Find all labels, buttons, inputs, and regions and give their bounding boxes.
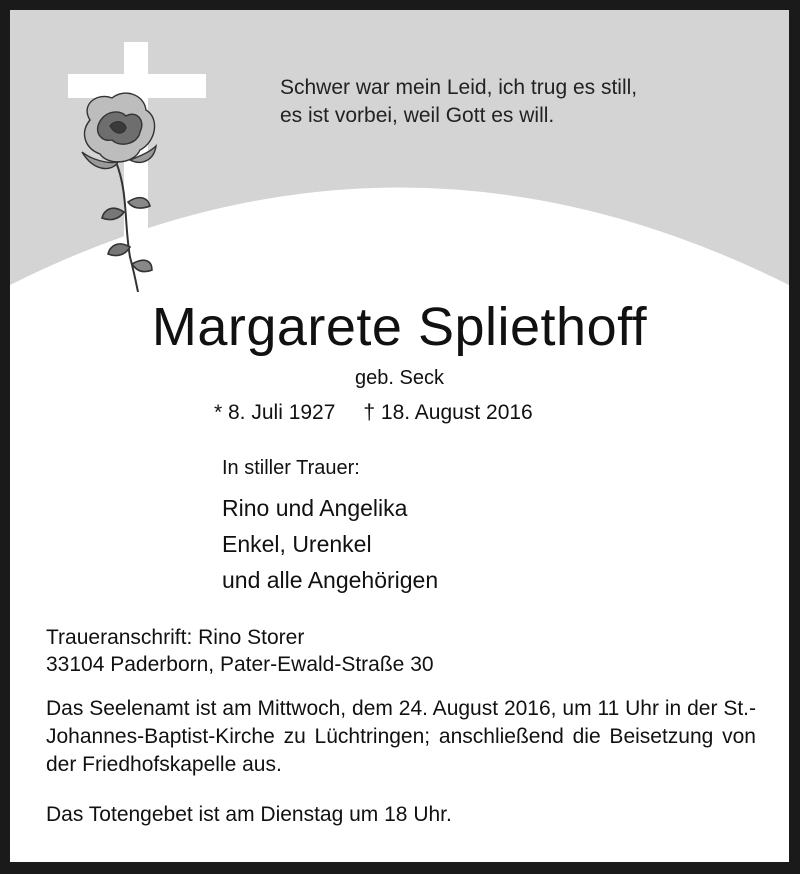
death-date: † 18. August 2016 (363, 401, 533, 424)
funeral-service-text: Das Seelenamt ist am Mittwoch, dem 24. August 2016, um 11 Uhr in der St.-Johannes-Baptist-Kirche zu Lüchtringen; anschließend die Beisetzung von der Friedhofskapelle aus. (46, 697, 756, 776)
deceased-name: Margarete Spliethoff (151, 297, 648, 357)
obituary-card (10, 10, 789, 862)
quote-line-2: es ist vorbei, weil Gott es will. (280, 104, 555, 127)
prayer-notice: Das Totengebet ist am Dienstag um 18 Uhr. (46, 803, 452, 826)
birth-date: * 8. Juli 1927 (214, 401, 336, 424)
quote (280, 74, 637, 130)
mourner-line: Rino und Angelika (222, 495, 408, 521)
mourner-line: Enkel, Urenkel (222, 531, 372, 557)
mourning-address (46, 624, 434, 678)
maiden-name: geb. Seck (355, 367, 444, 389)
address-line-2: 33104 Paderborn, Pater-Ewald-Straße 30 (46, 653, 434, 676)
cross-with-rose-icon (68, 42, 208, 292)
mourning-intro: In stiller Trauer: (222, 457, 360, 479)
mourners-list (222, 490, 438, 598)
quote-line-1: Schwer war mein Leid, ich trug es still, (280, 76, 638, 99)
life-dates (214, 401, 533, 425)
address-line-1: Traueranschrift: Rino Storer (46, 626, 305, 649)
mourner-line: und alle Angehörigen (222, 567, 439, 593)
